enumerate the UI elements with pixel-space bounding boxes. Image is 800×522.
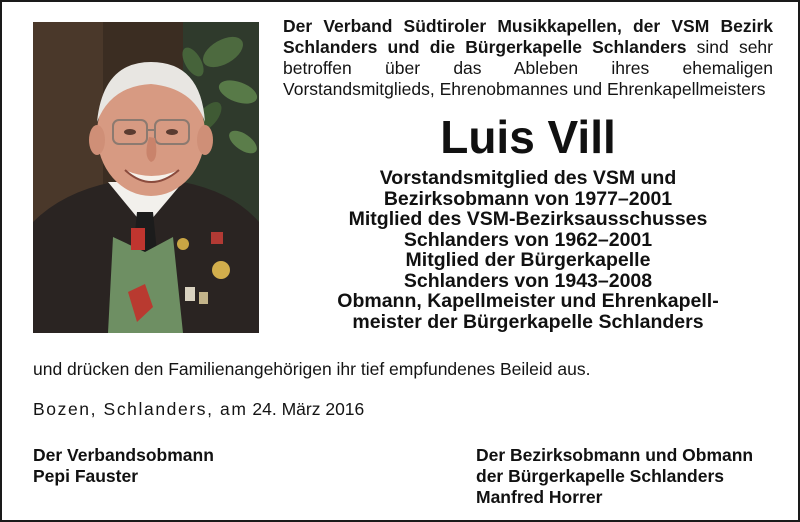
signature-left-title: Der Verbandsobmann bbox=[33, 445, 214, 465]
role-line: Bezirksobmann von 1977–2001 bbox=[383, 187, 673, 210]
roles-list bbox=[283, 168, 773, 332]
role-line: Mitglied des VSM-Bezirksausschusses bbox=[348, 208, 708, 230]
deceased-name: Luis Vill bbox=[440, 111, 616, 163]
signature-left-name: Pepi Fauster bbox=[33, 466, 139, 486]
portrait-photo bbox=[33, 22, 259, 333]
role-line: Schlanders von 1943–2008 bbox=[403, 269, 653, 292]
intro-paragraph bbox=[283, 16, 773, 100]
intro-organizations: Der Verband Südtiroler Musikkapellen, der VSM Bezirk Schlanders und die Bürgerkapelle Schlanders bbox=[283, 16, 773, 57]
condolence-text: und drücken den Familienangehörigen ihr tief empfundenes Beileid aus. bbox=[33, 359, 591, 379]
role-line: Obmann, Kapellmeister und Ehrenkapell- bbox=[337, 290, 719, 312]
role-line: Vorstandsmitglied des VSM und bbox=[379, 167, 677, 189]
portrait-illustration bbox=[33, 22, 259, 333]
role-line: Schlanders von 1962–2001 bbox=[403, 228, 653, 251]
signature-right bbox=[476, 445, 753, 508]
date-text: 24. März 2016 bbox=[247, 399, 365, 419]
role-line: meister der Bürgerkapelle Schlanders bbox=[352, 310, 704, 333]
signature-right-title-2: der Bürgerkapelle Schlanders bbox=[476, 466, 725, 486]
intro-message: sind sehr betroffen über das Ableben ihres ehemaligen Vorstandsmitglieds, Ehrenobmannes und Ehrenkapellmeisters bbox=[283, 37, 773, 99]
role-line: Mitglied der Bürgerkapelle bbox=[405, 249, 651, 271]
place-date bbox=[33, 398, 633, 420]
signature-right-name: Manfred Horrer bbox=[476, 487, 603, 507]
place-text: Bozen, Schlanders, am bbox=[33, 399, 248, 419]
signature-right-title: Der Bezirksobmann und Obmann bbox=[476, 445, 754, 465]
signature-left bbox=[33, 445, 214, 487]
